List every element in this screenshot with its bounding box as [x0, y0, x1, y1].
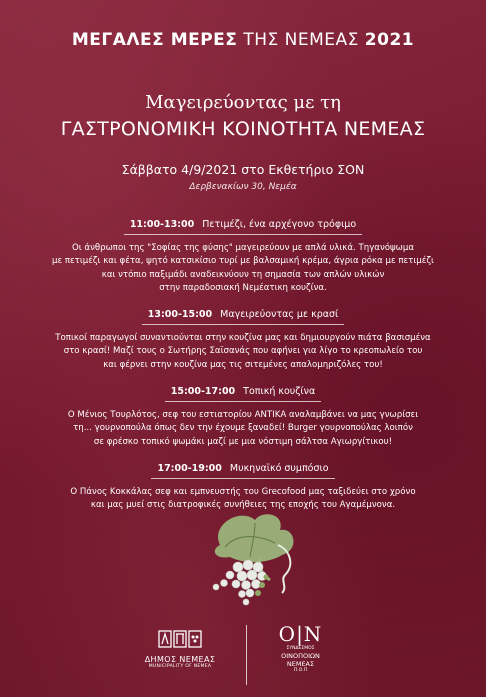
- title-normal-part: ΤΗΣ ΝΕΜΕΑΣ: [243, 30, 359, 50]
- municipality-subtitle: MUNICIPALITY OF NEMEA: [148, 664, 212, 669]
- event-date: Σάββατο 4/9/2021 στο Εκθετήριο ΣΟΝ: [121, 162, 365, 177]
- winemakers-mark: Ο|Ν: [278, 622, 323, 646]
- winemakers-logo: [263, 622, 338, 674]
- title-bold-part: ΜΕΓΑΛΕΣ ΜΕΡΕΣ: [71, 30, 238, 50]
- session-text-line: στην παραδοσιακή Νεμέατικη κουζίνα.: [159, 283, 327, 293]
- session-heading: [124, 218, 362, 235]
- session-2: [40, 308, 446, 372]
- session-title: Πετιμέζι, ένα αρχέγονο τρόφιμο: [202, 219, 357, 230]
- session-3: [40, 385, 446, 449]
- session-text-line: τη... γουρνοπούλα όπως δεν την έχουμε ξαναδεί! Burger γουρνοπούλας λοιπόν: [73, 423, 413, 433]
- session-text-line: και φέρνει στην κουζίνα μας τις σιτεμένες απαλομηριζόλες του!: [103, 359, 383, 370]
- session-text-line: Οι άνθρωποι της "Σοφίας της φύσης" μαγειρεύουν με απλά υλικά. Τηγανόψωμα: [72, 242, 414, 253]
- session-text-line: Τοπικοί παραγωγοί συναντιούνται στην κουζίνα μας και δημιουργούν πιάτα βασισμένα: [55, 332, 431, 343]
- session-1: [40, 218, 446, 296]
- session-text-line: με πετιμέζι και φέτα, ψητό κατσικίσιο τυρί με βαλσαμική κρέμα, άγρια ρόκα με πετιμέζι: [52, 256, 434, 266]
- session-title: Τοπική κουζίνα: [243, 386, 316, 397]
- municipality-emblem-icon: [158, 630, 202, 648]
- winemakers-pdo-label: Π.Ο.Π: [293, 668, 308, 673]
- event-address: Δερβενακίων 30, Νεμέα: [189, 182, 297, 192]
- municipality-name: ΔΗΜΟΣ ΝΕΜΕΑΣ: [144, 655, 216, 664]
- session-time: 17:00-19:00: [157, 463, 222, 474]
- title-year: 2021: [364, 30, 415, 50]
- grape-vine-illustration: [200, 505, 310, 620]
- winemakers-name-1: ΟΙΝΟΠΟΙΩΝ: [281, 652, 320, 660]
- session-title: Μυκηναϊκό συμπόσιο: [229, 463, 329, 474]
- municipality-logo: [140, 630, 220, 669]
- session-text-line: Ο Μένιος Τουρλότος, σεφ του εστιατορίου ΑΝΤΙΚΑ αναλαμβάνει να μας γνωρίσει: [67, 409, 419, 420]
- session-text-line: σε φρέσκο τοπικό ψωμάκι μαζί με μια νόστιμη σάλτσα Αγιωργίτικου!: [93, 436, 393, 447]
- event-series-title: [0, 30, 486, 50]
- session-time: 13:00-15:00: [147, 309, 213, 320]
- winemakers-association-label: ΣΥΝΔΕΣΜΟΣ: [286, 646, 315, 651]
- session-text-line: και ντόπιο παξιμάδι αναδεικνύουν τη σημασία των απλών υλικών: [101, 269, 385, 280]
- subtitle-line-1: Μαγειρεύοντας με τη: [145, 92, 341, 113]
- session-text-line: και μας μυεί στις διατροφικές συνήθειες της εποχής του Αγαμέμνονα.: [90, 500, 396, 510]
- winemakers-name-2: ΝΕΜΕΑΣ: [286, 660, 315, 668]
- session-time: 15:00-17:00: [170, 386, 236, 397]
- session-text-line: στο κρασί! Μαζί τους ο Σωτήρης Σαϊσανάς που αφήνει για λίγο το κρεοπωλείο του: [63, 346, 423, 356]
- logo-divider: [246, 625, 247, 685]
- session-text-line: Ο Πάνος Κοκκάλας σεφ και εμπνευστής του Grecofood μας ταξιδεύει στο χρόνο: [70, 486, 416, 497]
- subtitle-line-2: ΓΑΣΤΡΟΝΟΜΙΚΗ ΚΟΙΝΟΤΗΤΑ ΝΕΜΕΑΣ: [60, 118, 426, 140]
- session-heading: [165, 385, 321, 402]
- session-heading: [151, 462, 334, 479]
- session-time: 11:00-13:00: [129, 219, 195, 230]
- session-heading: [142, 308, 345, 325]
- session-title: Μαγειρεύοντας με κρασί: [220, 309, 339, 320]
